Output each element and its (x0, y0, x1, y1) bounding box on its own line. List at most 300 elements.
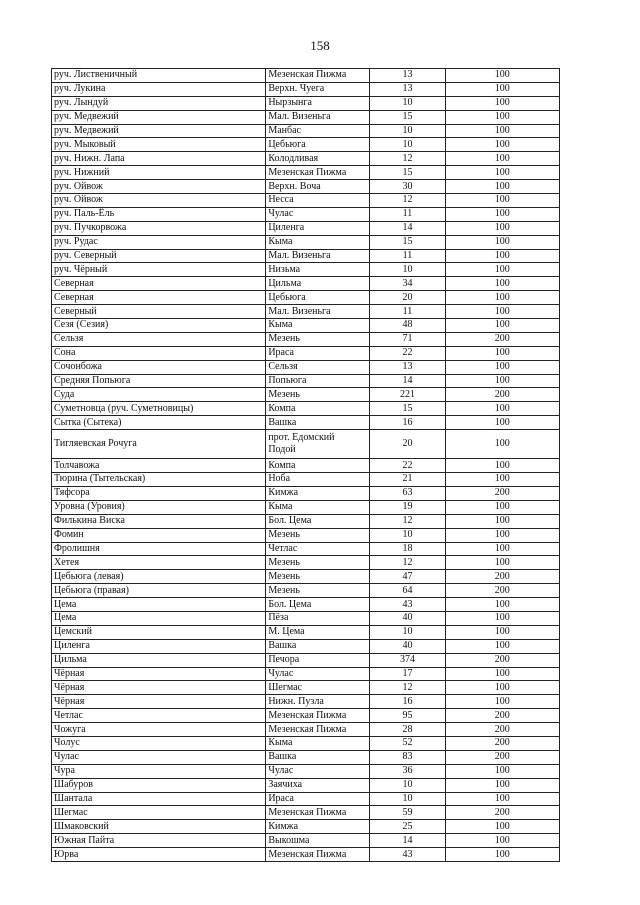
cell-length-text: 11 (402, 250, 413, 262)
cell-receiving-river-text: Мезень (268, 333, 300, 345)
cell-receiving-river (266, 360, 370, 374)
cell-receiving-river (266, 152, 370, 166)
cell-length (370, 473, 445, 487)
cell-width-text: 200 (494, 654, 510, 666)
cell-receiving-river (266, 459, 370, 473)
cell-width (445, 723, 559, 737)
table-row (52, 319, 560, 333)
cell-width-text: 100 (494, 765, 510, 777)
cell-receiving-river (266, 695, 370, 709)
cell-width-text: 200 (494, 751, 510, 763)
cell-receiving-river (266, 291, 370, 305)
cell-length (370, 360, 445, 374)
cell-receiving-river (266, 180, 370, 194)
cell-length-text: 19 (402, 501, 413, 513)
cell-receiving-river (266, 110, 370, 124)
cell-width (445, 374, 559, 388)
cell-length (370, 514, 445, 528)
cell-watercourse-text: Южная Пайта (54, 834, 115, 846)
cell-watercourse (52, 360, 266, 374)
cell-width (445, 556, 559, 570)
cell-length-text: 95 (402, 709, 413, 721)
cell-width-text: 200 (494, 584, 510, 596)
cell-receiving-river (266, 473, 370, 487)
cell-receiving-river (266, 625, 370, 639)
cell-watercourse (52, 152, 266, 166)
cell-length-text: 48 (402, 319, 413, 331)
cell-length (370, 486, 445, 500)
cell-width-text: 100 (494, 152, 510, 164)
cell-width (445, 124, 559, 138)
cell-watercourse (52, 221, 266, 235)
cell-watercourse-text: руч. Чёрный (54, 263, 108, 275)
cell-watercourse (52, 82, 266, 96)
cell-watercourse (52, 667, 266, 681)
cell-receiving-river-text: Цебьюга (268, 291, 306, 303)
cell-receiving-river-text: Четлас (268, 542, 298, 554)
cell-length (370, 598, 445, 612)
cell-receiving-river-text: Мал. Визеньга (268, 111, 331, 123)
cell-width-text: 200 (494, 806, 510, 818)
cell-length (370, 110, 445, 124)
table-row (52, 180, 560, 194)
cell-width (445, 473, 559, 487)
cell-watercourse (52, 542, 266, 556)
cell-length (370, 96, 445, 110)
cell-watercourse (52, 806, 266, 820)
cell-length (370, 556, 445, 570)
cell-receiving-river-text: Мезенская Пижма (268, 848, 347, 860)
cell-watercourse (52, 110, 266, 124)
table-row (52, 611, 560, 625)
cell-watercourse-text: Шегмас (54, 806, 88, 818)
cell-length (370, 584, 445, 598)
cell-width-text: 100 (494, 180, 510, 192)
cell-watercourse (52, 514, 266, 528)
cell-width-text: 100 (494, 626, 510, 638)
table-row (52, 207, 560, 221)
cell-watercourse (52, 750, 266, 764)
cell-receiving-river-text: Бол. Цема (268, 598, 312, 610)
cell-watercourse (52, 709, 266, 723)
cell-width (445, 653, 559, 667)
cell-receiving-river-text: Чулас (268, 208, 294, 220)
cell-width-text: 100 (494, 473, 510, 485)
cell-width (445, 611, 559, 625)
cell-watercourse (52, 96, 266, 110)
cell-receiving-river (266, 194, 370, 208)
cell-width-text: 100 (494, 375, 510, 387)
cell-width-text: 100 (494, 291, 510, 303)
table-row (52, 514, 560, 528)
cell-length-text: 22 (402, 347, 413, 359)
cell-width-text: 100 (494, 695, 510, 707)
cell-length (370, 653, 445, 667)
cell-receiving-river (266, 332, 370, 346)
table-row (52, 166, 560, 180)
cell-length-text: 43 (402, 598, 413, 610)
cell-watercourse-text: Цема (54, 612, 77, 624)
cell-width (445, 360, 559, 374)
cell-watercourse (52, 556, 266, 570)
cell-length (370, 736, 445, 750)
table-row (52, 332, 560, 346)
cell-receiving-river-text: Печора (268, 654, 300, 666)
cell-length-text: 47 (402, 570, 413, 582)
cell-width-text: 100 (494, 598, 510, 610)
cell-length (370, 319, 445, 333)
cell-receiving-river-text: Сельзя (268, 361, 298, 373)
cell-width (445, 834, 559, 848)
cell-watercourse-text: Цильма (54, 654, 87, 666)
cell-receiving-river (266, 570, 370, 584)
cell-watercourse (52, 388, 266, 402)
cell-receiving-river (266, 402, 370, 416)
cell-length (370, 346, 445, 360)
table-row (52, 764, 560, 778)
cell-width (445, 820, 559, 834)
cell-length (370, 277, 445, 291)
cell-length-text: 30 (402, 180, 413, 192)
table-row (52, 402, 560, 416)
cell-watercourse (52, 459, 266, 473)
cell-receiving-river-text: Мал. Визеньга (268, 305, 331, 317)
cell-watercourse-text: Суда (54, 388, 75, 400)
cell-length (370, 820, 445, 834)
cell-width (445, 332, 559, 346)
cell-watercourse (52, 695, 266, 709)
cell-watercourse (52, 346, 266, 360)
table-row (52, 459, 560, 473)
cell-watercourse-text: Сельзя (54, 333, 84, 345)
cell-watercourse (52, 166, 266, 180)
cell-receiving-river-text: Попьюга (268, 375, 307, 387)
cell-watercourse-text: Цема (54, 598, 77, 610)
cell-width (445, 459, 559, 473)
cell-length (370, 138, 445, 152)
table-row (52, 778, 560, 792)
cell-receiving-river (266, 388, 370, 402)
table-row (52, 69, 560, 83)
cell-width (445, 514, 559, 528)
cell-receiving-river-text: Мезенская Пижма (268, 69, 347, 81)
cell-width (445, 291, 559, 305)
cell-width-text: 100 (494, 612, 510, 624)
cell-width (445, 625, 559, 639)
cell-watercourse-text: руч. Медвежий (54, 111, 119, 123)
cell-width (445, 528, 559, 542)
cell-receiving-river-text: Цильма (268, 277, 302, 289)
cell-width (445, 180, 559, 194)
cell-width-text: 200 (494, 388, 510, 400)
cell-length-text: 71 (402, 333, 413, 345)
cell-watercourse-text: Северный (54, 305, 97, 317)
cell-width-text: 100 (494, 834, 510, 846)
cell-watercourse-text: Цебьюга (левая) (54, 570, 124, 582)
cell-watercourse-text: Тигляевская Рочуга (54, 438, 137, 450)
cell-receiving-river (266, 667, 370, 681)
cell-width (445, 667, 559, 681)
cell-receiving-river-text: Мезень (268, 584, 300, 596)
cell-length (370, 402, 445, 416)
cell-width (445, 82, 559, 96)
cell-length-text: 18 (402, 542, 413, 554)
cell-watercourse-text: Филькина Виска (54, 515, 125, 527)
table-row (52, 750, 560, 764)
cell-width-text: 200 (494, 487, 510, 499)
cell-length-text: 12 (402, 556, 413, 568)
cell-width (445, 639, 559, 653)
cell-width (445, 402, 559, 416)
cell-receiving-river-text: Чулас (268, 765, 294, 777)
cell-watercourse-text: Чёрная (54, 681, 85, 693)
cell-length-text: 10 (402, 97, 413, 109)
cell-length (370, 388, 445, 402)
table-row (52, 500, 560, 514)
cell-length-text: 15 (402, 236, 413, 248)
cell-receiving-river-text: Манбас (268, 125, 301, 136)
cell-watercourse-text: руч. Пучкорвожа (54, 222, 127, 234)
table-row (52, 723, 560, 737)
cell-width (445, 570, 559, 584)
cell-watercourse (52, 570, 266, 584)
cell-width (445, 263, 559, 277)
cell-watercourse (52, 584, 266, 598)
cell-watercourse (52, 598, 266, 612)
cell-length (370, 681, 445, 695)
cell-watercourse-text: руч. Лындуй (54, 97, 109, 109)
cell-receiving-river (266, 723, 370, 737)
cell-receiving-river (266, 346, 370, 360)
cell-length-text: 14 (402, 222, 413, 234)
cell-length-text: 13 (402, 83, 413, 95)
cell-length-text: 374 (400, 654, 415, 666)
cell-width-text: 100 (494, 97, 510, 109)
cell-width-text: 100 (494, 83, 510, 95)
cell-length-text: 10 (402, 792, 413, 804)
cell-length-text: 16 (402, 695, 413, 707)
cell-width-text: 100 (494, 222, 510, 234)
cell-receiving-river (266, 792, 370, 806)
cell-length (370, 221, 445, 235)
table-row (52, 667, 560, 681)
cell-length (370, 792, 445, 806)
cell-width-text: 100 (494, 263, 510, 275)
cell-watercourse (52, 402, 266, 416)
cell-length (370, 430, 445, 459)
cell-watercourse-text: руч. Рудас (54, 236, 98, 248)
cell-watercourse (52, 625, 266, 639)
cell-receiving-river-text: Мезень (268, 529, 300, 541)
cell-watercourse-text: Шмаковский (54, 820, 109, 832)
cell-watercourse (52, 486, 266, 500)
cell-receiving-river-text: Несса (268, 194, 294, 206)
cell-watercourse-text: Чёрная (54, 667, 85, 679)
cell-watercourse-text: Толчавожа (54, 459, 100, 471)
cell-watercourse (52, 639, 266, 653)
cell-receiving-river-text: Мезенская Пижма (268, 723, 347, 735)
table-row (52, 430, 560, 459)
cell-width (445, 764, 559, 778)
cell-length (370, 848, 445, 862)
cell-watercourse (52, 834, 266, 848)
table-row (52, 221, 560, 235)
table-row (52, 305, 560, 319)
cell-watercourse-text: руч. Ойвож (54, 194, 103, 206)
cell-length-text: 15 (402, 402, 413, 414)
cell-receiving-river (266, 598, 370, 612)
cell-length (370, 263, 445, 277)
cell-length (370, 235, 445, 249)
table-row (52, 625, 560, 639)
table-row (52, 598, 560, 612)
cell-receiving-river (266, 138, 370, 152)
cell-length-text: 10 (402, 779, 413, 791)
cell-watercourse-text: Чура (54, 765, 75, 777)
table-body (52, 69, 560, 862)
cell-width (445, 681, 559, 695)
cell-receiving-river-text: Мал. Визеньга (268, 250, 331, 262)
cell-watercourse (52, 277, 266, 291)
cell-width (445, 542, 559, 556)
cell-receiving-river (266, 834, 370, 848)
cell-receiving-river (266, 166, 370, 180)
cell-width (445, 430, 559, 459)
cell-receiving-river-text: Вашка (268, 751, 297, 763)
cell-length (370, 459, 445, 473)
cell-receiving-river (266, 584, 370, 598)
cell-watercourse-text: руч. Нижний (54, 166, 110, 178)
cell-watercourse-text: Хетея (54, 556, 80, 568)
cell-watercourse (52, 764, 266, 778)
cell-watercourse (52, 124, 266, 138)
cell-receiving-river-text: Кыма (268, 737, 293, 749)
cell-width-text: 100 (494, 779, 510, 791)
table-row (52, 584, 560, 598)
cell-receiving-river (266, 416, 370, 430)
cell-length-text: 17 (402, 667, 413, 679)
cell-length (370, 570, 445, 584)
cell-width (445, 848, 559, 862)
table-row (52, 263, 560, 277)
cell-receiving-river-text: Компа (268, 459, 296, 471)
cell-width-text: 100 (494, 515, 510, 527)
cell-width-text: 200 (494, 570, 510, 582)
cell-length-text: 36 (402, 765, 413, 777)
cell-receiving-river-text: Нырзынга (268, 97, 312, 109)
cell-width (445, 69, 559, 83)
cell-watercourse (52, 305, 266, 319)
cell-receiving-river (266, 653, 370, 667)
cell-length-text: 10 (402, 138, 413, 150)
cell-watercourse-text: Юрва (54, 848, 79, 860)
table-row (52, 96, 560, 110)
cell-watercourse (52, 249, 266, 263)
cell-length (370, 332, 445, 346)
cell-watercourse-text: Тюрина (Тытельская) (54, 473, 146, 485)
cell-watercourse-text: руч. Лукина (54, 83, 106, 95)
cell-receiving-river (266, 611, 370, 625)
cell-receiving-river-text: Мезень (268, 388, 300, 400)
table-row (52, 570, 560, 584)
cell-receiving-river-text: Мезень (268, 556, 300, 568)
cell-length-text: 43 (402, 848, 413, 860)
cell-length (370, 611, 445, 625)
cell-length (370, 124, 445, 138)
cell-receiving-river-text: Бол. Цема (268, 515, 312, 527)
cell-length (370, 194, 445, 208)
cell-watercourse (52, 263, 266, 277)
cell-width (445, 207, 559, 221)
cell-width (445, 110, 559, 124)
table-row (52, 374, 560, 388)
cell-length (370, 778, 445, 792)
cell-receiving-river (266, 430, 370, 459)
cell-length (370, 723, 445, 737)
cell-length-text: 11 (402, 305, 413, 317)
cell-width (445, 598, 559, 612)
cell-watercourse-text: Суметновца (руч. Суметновицы) (54, 402, 194, 414)
cell-receiving-river-text: Мезень (268, 570, 300, 582)
cell-width (445, 235, 559, 249)
cell-watercourse (52, 207, 266, 221)
cell-width-text: 100 (494, 501, 510, 513)
cell-watercourse (52, 681, 266, 695)
cell-width-text: 100 (494, 640, 510, 652)
cell-receiving-river-text: Колодливая (268, 152, 319, 164)
cell-width-text: 100 (494, 438, 510, 450)
cell-width-text: 100 (494, 250, 510, 262)
cell-width-text: 100 (494, 820, 510, 832)
cell-width (445, 249, 559, 263)
cell-length-text: 11 (402, 208, 413, 220)
cell-receiving-river (266, 639, 370, 653)
cell-width-text: 200 (494, 333, 510, 345)
table-row (52, 556, 560, 570)
cell-length (370, 625, 445, 639)
cell-watercourse-text: Чулас (54, 751, 79, 763)
cell-receiving-river (266, 96, 370, 110)
rivers-table (51, 68, 560, 862)
cell-width-text: 100 (494, 305, 510, 317)
cell-receiving-river (266, 374, 370, 388)
cell-watercourse-text: Шабуров (54, 779, 93, 791)
cell-watercourse-text: Фомин (54, 529, 84, 541)
cell-receiving-river-text: Кимжа (268, 820, 299, 832)
cell-watercourse-text: Цебьюга (правая) (54, 584, 129, 596)
cell-width-text: 100 (494, 459, 510, 471)
cell-width-text: 100 (494, 361, 510, 373)
cell-width-text: 100 (494, 69, 510, 81)
cell-watercourse-text: руч. Лиственичный (54, 69, 138, 81)
cell-length (370, 180, 445, 194)
cell-receiving-river (266, 820, 370, 834)
cell-receiving-river-text: Нижн. Пузла (268, 695, 324, 707)
cell-watercourse (52, 332, 266, 346)
cell-width-text: 100 (494, 556, 510, 568)
table-row (52, 138, 560, 152)
cell-length-text: 14 (402, 834, 413, 846)
cell-length-text: 10 (402, 529, 413, 541)
cell-receiving-river-text: Кыма (268, 319, 293, 331)
cell-width (445, 277, 559, 291)
table-row (52, 346, 560, 360)
cell-length (370, 166, 445, 180)
cell-receiving-river (266, 249, 370, 263)
cell-receiving-river-text: Мезенская Пижма (268, 806, 347, 818)
cell-width (445, 750, 559, 764)
cell-width (445, 709, 559, 723)
